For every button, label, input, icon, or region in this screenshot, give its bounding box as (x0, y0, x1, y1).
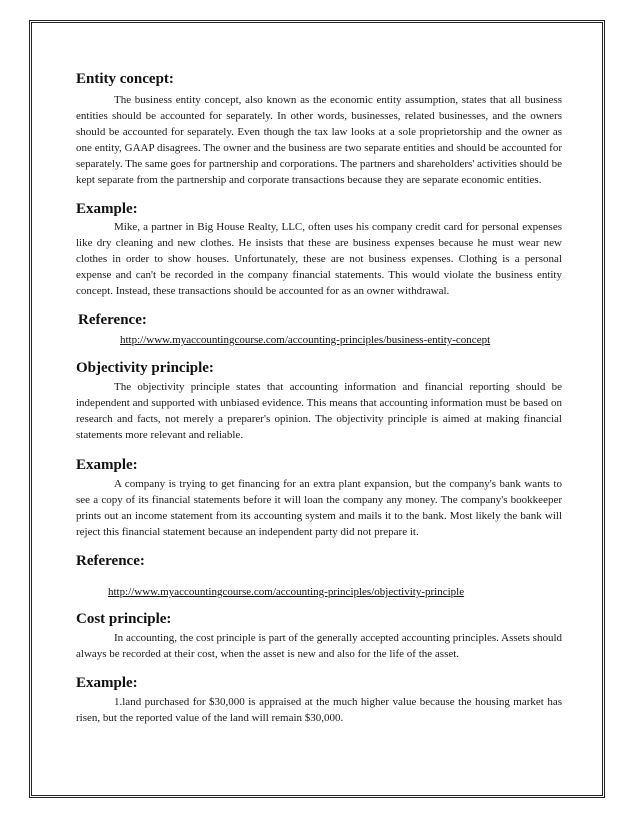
example-heading-2: Example: (76, 457, 138, 473)
example-paragraph-2: A company is trying to get financing for an extra plant expansion, but the company's bank wants to see a copy of its financial statements before it will loan the company any money. The company's bookkeeper prints out an income statement from its accounting system and mails it to the bank. Most likely the bank will reject this financial statement because an independent party did not prepare it. (76, 478, 562, 538)
example-heading-3: Example: (76, 675, 138, 691)
entity-concept-heading: Entity concept: (76, 71, 174, 87)
cost-principle-heading: Cost principle: (76, 611, 172, 627)
objectivity-principle-paragraph: The objectivity principle states that accounting information and financial reporting should be independent and supported with unbiased evidence. This means that accounting information must be based on research and facts, not merely a preparer's opinion. The objectivity principle is aimed at making financial statements more relevant and reliable. (76, 381, 562, 441)
example-paragraph-3: 1.land purchased for $30,000 is appraised at the much higher value because the housing market has risen, but the reported value of the land will remain $30,000. (76, 696, 562, 724)
reference-link-1[interactable]: http://www.myaccountingcourse.com/accounting-principles/business-entity-concept (120, 334, 491, 346)
cost-principle-paragraph: In accounting, the cost principle is part of the generally accepted accounting principles. Assets should always be recorded at their cost, when the asset is new and also for the life of the asset. (76, 632, 562, 660)
reference-line-1 (76, 330, 562, 348)
reference-link-2[interactable]: http://www.myaccountingcourse.com/accounting-principles/objectivity-principle (108, 586, 465, 598)
reference-heading-1: Reference: (78, 312, 147, 328)
example-paragraph-1: Mike, a partner in Big House Realty, LLC, often uses his company credit card for personal expenses like dry cleaning and new clothes. He insists that these are business expenses because he must wear new clothes in order to show houses. Unfortunately, these are not business expenses. Clothing is a personal expense and can't be recorded in the company financial statements. This would violate the business entity concept. Instead, these transactions should be accounted for as an owner withdrawal. (76, 221, 562, 297)
document-content (76, 70, 562, 726)
reference-heading-2: Reference: (76, 553, 145, 569)
entity-concept-paragraph: The business entity concept, also known as the economic entity assumption, states that all business entities should be accounted for separately. In other words, businesses, related businesses, and the owners should be accounted for separately. Even though the tax law looks at a sole proprietorship and the owner as one entity, GAAP disagrees. The owner and the business are two separate entities and should be accounted for separately. The same goes for partnership and corporations. The partners and shareholders' activities should be kept separate from the partnership and corporate transactions because they are separate economic entities. (76, 94, 562, 186)
example-heading-1: Example: (76, 201, 138, 217)
objectivity-principle-heading: Objectivity principle: (76, 360, 214, 376)
reference-line-2 (76, 582, 562, 600)
